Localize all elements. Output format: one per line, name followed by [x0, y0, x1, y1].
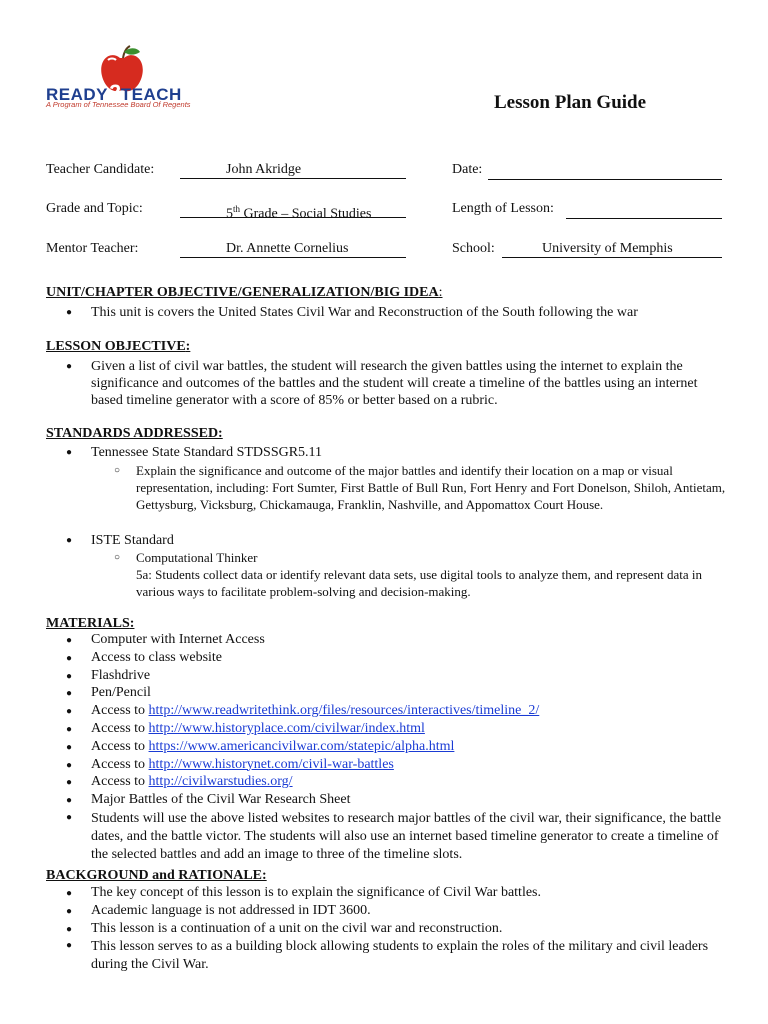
objective-heading: LESSON OBJECTIVE:	[46, 339, 191, 354]
grade-value: 5th Grade – Social Studies	[180, 200, 406, 218]
mentor-value: Dr. Annette Cornelius	[180, 240, 406, 258]
mentor-label: Mentor Teacher:	[46, 241, 139, 256]
objective-item: Given a list of civil war battles, the student will research the given battles using the internet to explain the significance and outcomes of the battles and the student will create a timeline of the battles using an internet based timeline generator with a score of 85% or better based on a rubric.	[91, 359, 698, 408]
circle-bullet-icon: ○	[114, 552, 121, 563]
length-label: Length of Lesson:	[452, 201, 554, 216]
standards-iste-sub: Computational Thinker	[136, 550, 258, 565]
bullet-icon: ●	[66, 706, 73, 718]
bullet-icon: ●	[66, 670, 73, 682]
bullet-icon: ●	[66, 888, 73, 899]
list-item: ● Access to class website	[66, 650, 736, 668]
unit-item: This unit is covers the United States Civil War and Reconstruction of the South following the war	[91, 305, 638, 320]
bullet-icon: ●	[66, 905, 73, 917]
list-item: ● Access to http://www.historynet.com/civil-war-battles	[66, 757, 736, 775]
list-item: ● The key concept of this lesson is to explain the significance of Civil War battles.	[66, 885, 736, 903]
grade-label: Grade and Topic:	[46, 201, 143, 216]
bullet-icon: ●	[66, 811, 73, 823]
school-label: School:	[452, 241, 495, 256]
teacher-label: Teacher Candidate:	[46, 162, 155, 177]
logo-tagline: A Program of Tennessee Board Of Regents	[46, 100, 191, 109]
list-item: ● Access to http://www.historyplace.com/civilwar/index.html	[66, 721, 736, 739]
standards-iste-detail: 5a: Students collect data or identify relevant data sets, use digital tools to analyze them, and represent data in various ways to facilitate problem-solving and decision-making.	[136, 567, 703, 599]
list-item: ● Academic language is not addressed in IDT 3600.	[66, 903, 736, 921]
bullet-icon: ●	[66, 361, 73, 372]
bullet-icon: ●	[66, 635, 73, 646]
list-item: ● Access to http://civilwarstudies.org/	[66, 774, 736, 792]
materials-list	[66, 632, 736, 864]
link-readwritethink[interactable]: http://www.readwritethink.org/files/resources/interactives/timeline_2/	[148, 703, 540, 719]
unit-heading: UNIT/CHAPTER OBJECTIVE/GENERALIZATION/BIG IDEA:	[46, 285, 443, 300]
logo-wordmark: READY2TEACH	[46, 80, 182, 105]
date-label: Date:	[452, 162, 483, 177]
page-title: Lesson Plan Guide	[494, 92, 647, 113]
link-historynet[interactable]: http://www.historynet.com/civil-war-battles	[148, 756, 394, 772]
bullet-icon: ●	[66, 795, 73, 807]
bullet-icon: ●	[66, 759, 73, 771]
standards-tn: Tennessee State Standard STDSSGR5.11	[91, 445, 323, 460]
length-value	[566, 200, 722, 219]
list-item: ● Flashdrive	[66, 668, 736, 686]
link-civilwarstudies[interactable]: http://civilwarstudies.org/	[148, 774, 293, 790]
background-list	[66, 885, 736, 974]
list-item: ● Computer with Internet Access	[66, 632, 736, 650]
bullet-icon: ●	[66, 307, 73, 318]
bullet-icon: ●	[66, 652, 73, 664]
bullet-icon: ●	[66, 940, 73, 952]
bullet-icon: ●	[66, 688, 73, 700]
bullet-icon: ●	[66, 777, 73, 789]
teacher-value: John Akridge	[180, 161, 406, 179]
circle-bullet-icon: ○	[114, 465, 121, 476]
date-value	[488, 161, 722, 180]
bullet-icon: ●	[66, 447, 73, 458]
standards-tn-sub: Explain the significance and outcome of the major battles and identify their location on a map or visual representation, including: Fort Sumter, First Battle of Bull Run, Fort Henry and Fort Donelson, Shiloh, Antietam, Gettysburg, Vicksburg, Chickamauga, Franklin, Nashville, and Appomattox Court House.	[136, 463, 726, 512]
background-heading: BACKGROUND and RATIONALE:	[46, 868, 267, 883]
link-historyplace[interactable]: http://www.historyplace.com/civilwar/index.html	[148, 720, 425, 736]
bullet-icon: ●	[66, 723, 73, 735]
link-americancivilwar[interactable]: https://www.americancivilwar.com/statepic/alpha.html	[148, 738, 455, 754]
standards-iste: ISTE Standard	[91, 533, 174, 548]
standards-heading: STANDARDS ADDRESSED:	[46, 426, 223, 441]
list-item: ● This lesson is a continuation of a unit on the civil war and reconstruction.	[66, 921, 736, 939]
list-item: ● Access to https://www.americancivilwar.com/statepic/alpha.html	[66, 739, 736, 757]
bullet-icon: ●	[66, 741, 73, 753]
school-value: University of Memphis	[502, 240, 722, 258]
list-item: ● Access to http://www.readwritethink.org/files/resources/interactives/timeline_2/	[66, 703, 736, 721]
list-item: ● Pen/Pencil	[66, 685, 736, 703]
bullet-icon: ●	[66, 923, 73, 935]
list-item: ● This lesson serves to as a building block allowing students to explain the roles of the military and civil leaders during the Civil War.	[66, 939, 709, 973]
list-item: ● Major Battles of the Civil War Research Sheet	[66, 792, 736, 810]
list-item: ● Students will use the above listed websites to research major battles of the civil war, their significance, the battle dates, and the battle victor. The students will also use an internet based timeline generator to create a timeline of the selected battles and add an image to three of the timeline slots.	[66, 810, 722, 862]
materials-heading: MATERIALS:	[46, 616, 135, 631]
bullet-icon: ●	[66, 535, 73, 546]
